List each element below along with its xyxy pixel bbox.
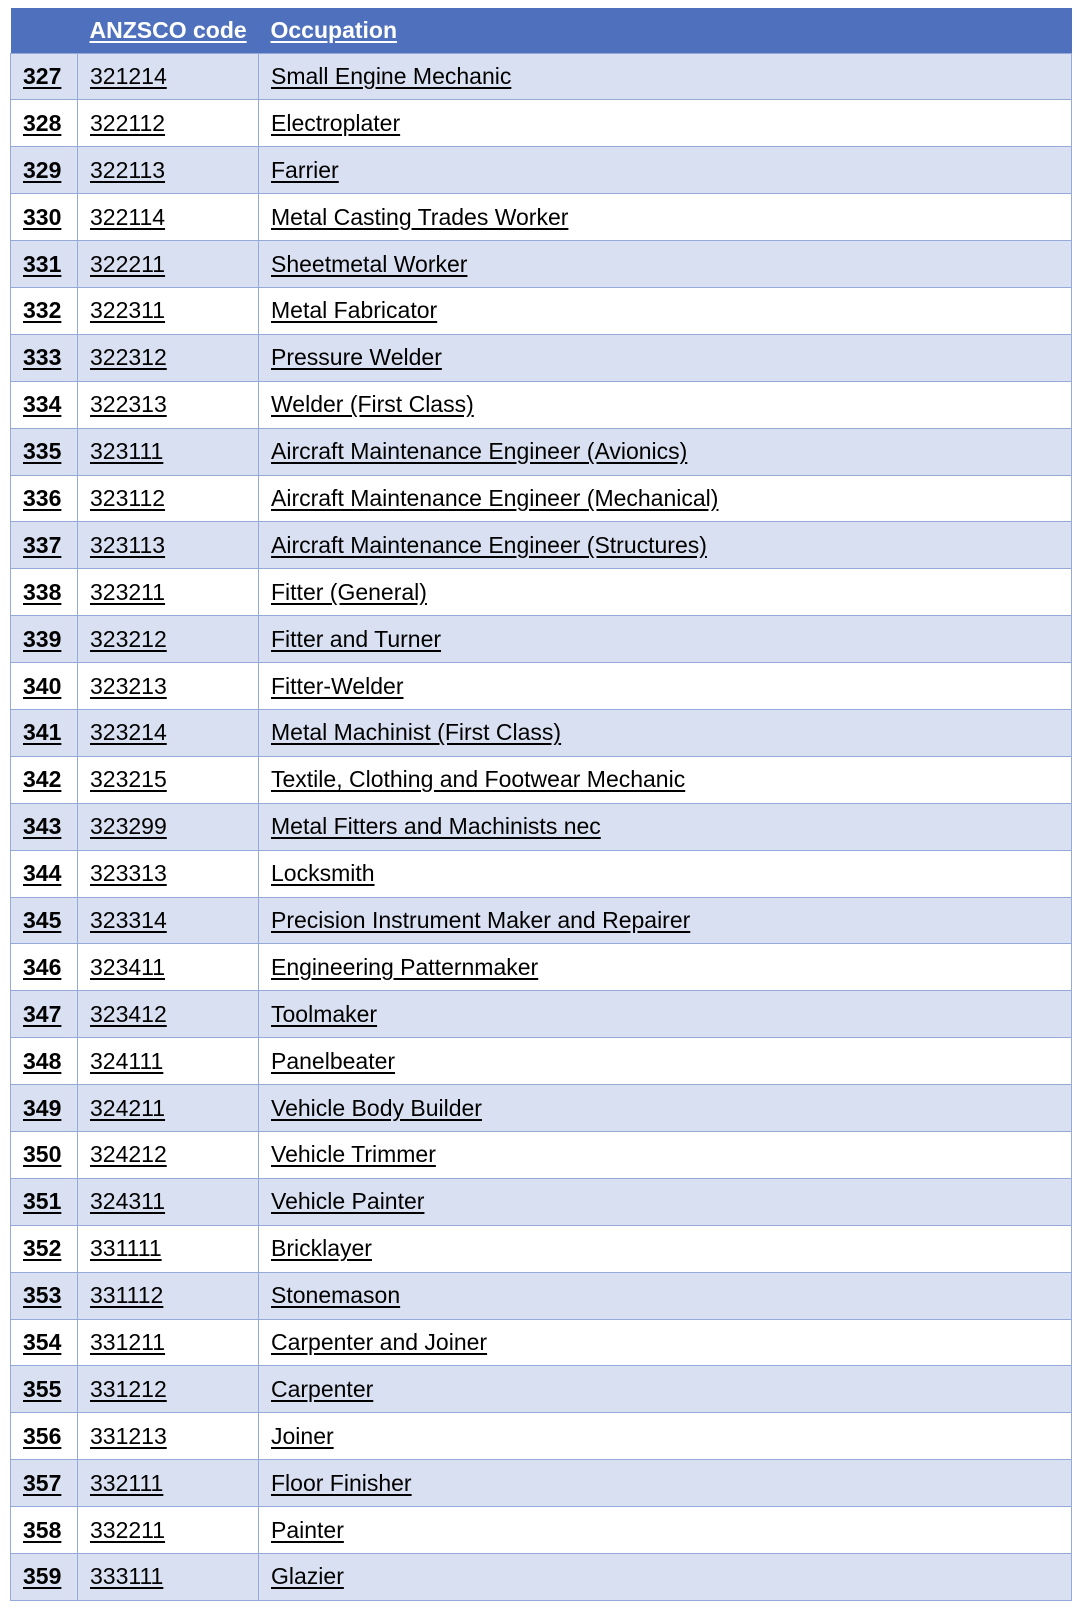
row-anzsco-code-link[interactable]: 323213 bbox=[90, 672, 167, 699]
row-occupation-cell bbox=[259, 991, 1072, 1038]
row-occupation-link[interactable]: Painter bbox=[271, 1516, 344, 1543]
row-occupation-link[interactable]: Carpenter and Joiner bbox=[271, 1328, 488, 1355]
row-occupation-link[interactable]: Welder (First Class) bbox=[271, 391, 474, 418]
table-row bbox=[11, 1085, 1072, 1132]
row-number-cell bbox=[11, 381, 78, 428]
row-number-link[interactable]: 332 bbox=[23, 297, 62, 324]
row-occupation-link[interactable]: Metal Fabricator bbox=[271, 297, 438, 324]
row-occupation-link[interactable]: Joiner bbox=[271, 1422, 334, 1449]
row-anzsco-code-cell bbox=[78, 381, 259, 428]
table-row bbox=[11, 1272, 1072, 1319]
row-occupation-cell bbox=[259, 1319, 1072, 1366]
row-anzsco-code-link[interactable]: 321214 bbox=[90, 62, 167, 89]
row-number-link[interactable]: 353 bbox=[23, 1282, 62, 1309]
row-number-link[interactable]: 330 bbox=[23, 203, 62, 230]
table-row bbox=[11, 53, 1072, 100]
row-number-link[interactable]: 354 bbox=[23, 1328, 62, 1355]
row-anzsco-code-cell bbox=[78, 1413, 259, 1460]
row-occupation-cell bbox=[259, 1413, 1072, 1460]
row-anzsco-code-link[interactable]: 322211 bbox=[90, 250, 166, 277]
row-anzsco-code-link[interactable]: 323214 bbox=[90, 719, 167, 746]
table-row bbox=[11, 850, 1072, 897]
row-occupation-cell bbox=[259, 1366, 1072, 1413]
row-number-cell bbox=[11, 569, 78, 616]
row-number-link[interactable]: 350 bbox=[23, 1141, 62, 1168]
row-occupation-cell bbox=[259, 475, 1072, 522]
row-number-cell bbox=[11, 334, 78, 381]
table-row bbox=[11, 522, 1072, 569]
row-anzsco-code-cell bbox=[78, 709, 259, 756]
row-anzsco-code-link[interactable]: 322112 bbox=[90, 109, 166, 136]
row-occupation-cell bbox=[259, 850, 1072, 897]
row-occupation-link[interactable]: Glazier bbox=[271, 1563, 344, 1590]
table-row bbox=[11, 100, 1072, 147]
row-anzsco-code-link[interactable]: 322312 bbox=[90, 344, 167, 371]
row-anzsco-code-cell bbox=[78, 569, 259, 616]
row-number-link[interactable]: 336 bbox=[23, 484, 62, 511]
row-occupation-cell bbox=[259, 756, 1072, 803]
row-anzsco-code-cell bbox=[78, 803, 259, 850]
row-anzsco-code-link[interactable]: 322313 bbox=[90, 391, 167, 418]
row-anzsco-code-link[interactable]: 323313 bbox=[90, 860, 167, 887]
row-anzsco-code-link[interactable]: 324311 bbox=[90, 1188, 166, 1215]
row-number-cell bbox=[11, 944, 78, 991]
row-occupation-cell bbox=[259, 569, 1072, 616]
table-row bbox=[11, 1178, 1072, 1225]
row-anzsco-code-cell bbox=[78, 1554, 259, 1601]
row-anzsco-code-cell bbox=[78, 241, 259, 288]
row-number-link[interactable]: 344 bbox=[23, 860, 62, 887]
row-occupation-link[interactable]: Carpenter bbox=[271, 1375, 374, 1402]
row-occupation-cell bbox=[259, 100, 1072, 147]
row-number-link[interactable]: 341 bbox=[23, 719, 62, 746]
row-anzsco-code-link[interactable]: 323111 bbox=[90, 438, 164, 465]
row-occupation-link[interactable]: Electroplater bbox=[271, 109, 401, 136]
row-number-link[interactable]: 345 bbox=[23, 906, 62, 933]
row-anzsco-code-cell bbox=[78, 475, 259, 522]
table-row bbox=[11, 1038, 1072, 1085]
row-occupation-cell bbox=[259, 663, 1072, 710]
table-row bbox=[11, 1366, 1072, 1413]
row-occupation-cell bbox=[259, 1178, 1072, 1225]
row-number-cell bbox=[11, 475, 78, 522]
row-anzsco-code-link[interactable]: 323215 bbox=[90, 766, 167, 793]
row-anzsco-code-link[interactable]: 331112 bbox=[90, 1282, 164, 1309]
row-occupation-cell bbox=[259, 616, 1072, 663]
row-occupation-cell bbox=[259, 1507, 1072, 1554]
row-occupation-link[interactable]: Metal Casting Trades Worker bbox=[271, 203, 569, 230]
row-number-link[interactable]: 329 bbox=[23, 156, 62, 183]
row-number-cell bbox=[11, 100, 78, 147]
header-occupation-link[interactable]: Occupation bbox=[270, 16, 398, 43]
row-occupation-link[interactable]: Metal Fitters and Machinists nec bbox=[271, 813, 601, 840]
row-occupation-cell bbox=[259, 381, 1072, 428]
row-anzsco-code-link[interactable]: 324212 bbox=[90, 1141, 167, 1168]
row-number-link[interactable]: 333 bbox=[23, 344, 62, 371]
row-occupation-cell bbox=[259, 1554, 1072, 1601]
row-anzsco-code-link[interactable]: 331111 bbox=[90, 1235, 162, 1262]
row-number-cell bbox=[11, 1366, 78, 1413]
row-occupation-link[interactable]: Vehicle Trimmer bbox=[271, 1141, 436, 1168]
row-occupation-link[interactable]: Engineering Patternmaker bbox=[271, 953, 539, 980]
row-occupation-link[interactable]: Sheetmetal Worker bbox=[271, 250, 468, 277]
row-number-link[interactable]: 359 bbox=[23, 1563, 62, 1590]
row-number-link[interactable]: 327 bbox=[23, 62, 62, 89]
row-number-link[interactable]: 351 bbox=[23, 1188, 62, 1215]
table-row bbox=[11, 803, 1072, 850]
row-anzsco-code-link[interactable]: 324211 bbox=[90, 1094, 166, 1121]
row-occupation-link[interactable]: Textile, Clothing and Footwear Mechanic bbox=[271, 766, 686, 793]
row-anzsco-code-cell bbox=[78, 944, 259, 991]
row-anzsco-code-cell bbox=[78, 194, 259, 241]
row-anzsco-code-cell bbox=[78, 428, 259, 475]
row-number-link[interactable]: 352 bbox=[23, 1235, 62, 1262]
row-occupation-cell bbox=[259, 1225, 1072, 1272]
row-occupation-cell bbox=[259, 803, 1072, 850]
row-number-cell bbox=[11, 1554, 78, 1601]
table-row bbox=[11, 569, 1072, 616]
header-anzsco-code-link[interactable]: ANZSCO code bbox=[89, 16, 247, 43]
row-occupation-cell bbox=[259, 1460, 1072, 1507]
row-number-link[interactable]: 339 bbox=[23, 625, 62, 652]
row-occupation-cell bbox=[259, 522, 1072, 569]
row-number-link[interactable]: 355 bbox=[23, 1375, 62, 1402]
row-occupation-cell bbox=[259, 241, 1072, 288]
row-anzsco-code-link[interactable]: 322311 bbox=[90, 297, 166, 324]
row-occupation-link[interactable]: Bricklayer bbox=[271, 1235, 372, 1262]
row-number-link[interactable]: 340 bbox=[23, 672, 62, 699]
table-row bbox=[11, 897, 1072, 944]
row-occupation-cell bbox=[259, 147, 1072, 194]
row-occupation-link[interactable]: Aircraft Maintenance Engineer (Avionics) bbox=[271, 438, 688, 465]
row-occupation-cell bbox=[259, 944, 1072, 991]
table-row bbox=[11, 287, 1072, 334]
row-anzsco-code-cell bbox=[78, 53, 259, 100]
row-anzsco-code-link[interactable]: 323411 bbox=[90, 953, 166, 980]
row-anzsco-code-link[interactable]: 331212 bbox=[90, 1375, 167, 1402]
row-occupation-link[interactable]: Metal Machinist (First Class) bbox=[271, 719, 562, 746]
table-row bbox=[11, 241, 1072, 288]
row-occupation-cell bbox=[259, 428, 1072, 475]
row-number-cell bbox=[11, 897, 78, 944]
row-anzsco-code-cell bbox=[78, 100, 259, 147]
row-number-link[interactable]: 343 bbox=[23, 813, 62, 840]
row-occupation-link[interactable]: Aircraft Maintenance Engineer (Mechanical) bbox=[271, 484, 719, 511]
row-occupation-cell bbox=[259, 1038, 1072, 1085]
row-number-cell bbox=[11, 1038, 78, 1085]
row-number-cell bbox=[11, 1085, 78, 1132]
table-row bbox=[11, 475, 1072, 522]
table-row bbox=[11, 663, 1072, 710]
table-row bbox=[11, 428, 1072, 475]
table-row bbox=[11, 709, 1072, 756]
row-anzsco-code-link[interactable]: 323314 bbox=[90, 906, 167, 933]
table-row bbox=[11, 381, 1072, 428]
row-anzsco-code-link[interactable]: 323212 bbox=[90, 625, 167, 652]
row-anzsco-code-cell bbox=[78, 756, 259, 803]
row-anzsco-code-cell bbox=[78, 287, 259, 334]
row-occupation-link[interactable]: Farrier bbox=[271, 156, 339, 183]
row-anzsco-code-link[interactable]: 333111 bbox=[90, 1563, 164, 1590]
row-occupation-link[interactable]: Precision Instrument Maker and Repairer bbox=[271, 906, 691, 933]
table-row bbox=[11, 1131, 1072, 1178]
row-number-link[interactable]: 335 bbox=[23, 438, 62, 465]
row-anzsco-code-cell bbox=[78, 147, 259, 194]
table-header-row bbox=[11, 8, 1072, 53]
row-number-cell bbox=[11, 1131, 78, 1178]
row-number-cell bbox=[11, 756, 78, 803]
row-anzsco-code-cell bbox=[78, 1131, 259, 1178]
table-row bbox=[11, 1225, 1072, 1272]
row-number-cell bbox=[11, 1272, 78, 1319]
row-anzsco-code-cell bbox=[78, 897, 259, 944]
row-number-cell bbox=[11, 428, 78, 475]
row-anzsco-code-cell bbox=[78, 991, 259, 1038]
row-number-cell bbox=[11, 287, 78, 334]
row-occupation-link[interactable]: Fitter-Welder bbox=[271, 672, 404, 699]
row-number-cell bbox=[11, 194, 78, 241]
row-occupation-link[interactable]: Aircraft Maintenance Engineer (Structures) bbox=[271, 531, 707, 558]
row-number-link[interactable]: 338 bbox=[23, 578, 62, 605]
row-number-link[interactable]: 337 bbox=[23, 531, 62, 558]
row-occupation-cell bbox=[259, 1131, 1072, 1178]
row-occupation-link[interactable]: Fitter (General) bbox=[271, 578, 427, 605]
row-anzsco-code-cell bbox=[78, 1507, 259, 1554]
row-anzsco-code-cell bbox=[78, 1085, 259, 1132]
row-number-link[interactable]: 358 bbox=[23, 1516, 62, 1543]
row-number-cell bbox=[11, 709, 78, 756]
table-row bbox=[11, 1319, 1072, 1366]
table-row bbox=[11, 616, 1072, 663]
row-occupation-cell bbox=[259, 334, 1072, 381]
row-number-cell bbox=[11, 991, 78, 1038]
table-body bbox=[11, 53, 1072, 1600]
row-occupation-link[interactable]: Small Engine Mechanic bbox=[271, 62, 512, 89]
row-anzsco-code-cell bbox=[78, 334, 259, 381]
row-occupation-cell bbox=[259, 1272, 1072, 1319]
row-anzsco-code-cell bbox=[78, 522, 259, 569]
row-number-cell bbox=[11, 1178, 78, 1225]
table-row bbox=[11, 1413, 1072, 1460]
row-occupation-link[interactable]: Fitter and Turner bbox=[271, 625, 442, 652]
row-number-cell bbox=[11, 1225, 78, 1272]
row-anzsco-code-cell bbox=[78, 1225, 259, 1272]
row-anzsco-code-cell bbox=[78, 663, 259, 710]
row-occupation-link[interactable]: Pressure Welder bbox=[271, 344, 442, 371]
row-anzsco-code-link[interactable]: 331211 bbox=[90, 1328, 166, 1355]
row-occupation-link[interactable]: Floor Finisher bbox=[271, 1469, 412, 1496]
row-occupation-link[interactable]: Locksmith bbox=[271, 860, 375, 887]
row-occupation-link[interactable]: Stonemason bbox=[271, 1282, 401, 1309]
row-anzsco-code-cell bbox=[78, 1038, 259, 1085]
table-row bbox=[11, 1507, 1072, 1554]
table-row bbox=[11, 991, 1072, 1038]
row-anzsco-code-cell bbox=[78, 850, 259, 897]
row-number-link[interactable]: 357 bbox=[23, 1469, 62, 1496]
table-row bbox=[11, 194, 1072, 241]
row-number-cell bbox=[11, 1507, 78, 1554]
row-number-cell bbox=[11, 663, 78, 710]
row-anzsco-code-cell bbox=[78, 1272, 259, 1319]
table-row bbox=[11, 1554, 1072, 1601]
row-occupation-cell bbox=[259, 194, 1072, 241]
row-number-link[interactable]: 342 bbox=[23, 766, 62, 793]
row-occupation-link[interactable]: Panelbeater bbox=[271, 1047, 396, 1074]
row-number-link[interactable]: 348 bbox=[23, 1047, 62, 1074]
row-anzsco-code-link[interactable]: 323412 bbox=[90, 1000, 167, 1027]
row-anzsco-code-cell bbox=[78, 1319, 259, 1366]
row-occupation-cell bbox=[259, 897, 1072, 944]
row-occupation-link[interactable]: Toolmaker bbox=[271, 1000, 378, 1027]
table-row bbox=[11, 334, 1072, 381]
row-anzsco-code-link[interactable]: 332211 bbox=[90, 1516, 166, 1543]
row-number-cell bbox=[11, 1460, 78, 1507]
row-number-cell bbox=[11, 803, 78, 850]
row-anzsco-code-cell bbox=[78, 616, 259, 663]
row-number-cell bbox=[11, 522, 78, 569]
row-number-link[interactable]: 349 bbox=[23, 1094, 62, 1121]
row-number-link[interactable]: 356 bbox=[23, 1422, 62, 1449]
row-anzsco-code-link[interactable]: 323299 bbox=[90, 813, 167, 840]
row-occupation-link[interactable]: Vehicle Body Builder bbox=[271, 1094, 482, 1121]
row-number-link[interactable]: 334 bbox=[23, 391, 62, 418]
header-number bbox=[11, 8, 78, 53]
row-occupation-cell bbox=[259, 287, 1072, 334]
header-anzsco-code bbox=[78, 8, 259, 53]
row-occupation-link[interactable]: Vehicle Painter bbox=[271, 1188, 425, 1215]
row-number-cell bbox=[11, 1319, 78, 1366]
row-occupation-cell bbox=[259, 709, 1072, 756]
row-number-cell bbox=[11, 850, 78, 897]
table-row bbox=[11, 756, 1072, 803]
occupation-table bbox=[10, 8, 1072, 1601]
row-number-cell bbox=[11, 53, 78, 100]
row-number-cell bbox=[11, 147, 78, 194]
row-number-link[interactable]: 331 bbox=[23, 250, 62, 277]
row-number-cell bbox=[11, 616, 78, 663]
row-occupation-cell bbox=[259, 1085, 1072, 1132]
row-anzsco-code-link[interactable]: 331213 bbox=[90, 1422, 167, 1449]
row-anzsco-code-link[interactable]: 323113 bbox=[90, 531, 166, 558]
row-anzsco-code-link[interactable]: 323112 bbox=[90, 484, 166, 511]
row-anzsco-code-link[interactable]: 332111 bbox=[90, 1469, 164, 1496]
row-anzsco-code-link[interactable]: 322113 bbox=[90, 156, 166, 183]
row-number-cell bbox=[11, 1413, 78, 1460]
table-row bbox=[11, 147, 1072, 194]
row-number-link[interactable]: 347 bbox=[23, 1000, 62, 1027]
header-occupation bbox=[259, 8, 1072, 53]
row-number-link[interactable]: 328 bbox=[23, 109, 62, 136]
row-anzsco-code-cell bbox=[78, 1178, 259, 1225]
row-anzsco-code-cell bbox=[78, 1460, 259, 1507]
table-row bbox=[11, 1460, 1072, 1507]
row-anzsco-code-link[interactable]: 323211 bbox=[90, 578, 166, 605]
row-anzsco-code-cell bbox=[78, 1366, 259, 1413]
row-anzsco-code-link[interactable]: 324111 bbox=[90, 1047, 164, 1074]
row-anzsco-code-link[interactable]: 322114 bbox=[90, 203, 166, 230]
row-number-cell bbox=[11, 241, 78, 288]
row-number-link[interactable]: 346 bbox=[23, 953, 62, 980]
table-row bbox=[11, 944, 1072, 991]
row-occupation-cell bbox=[259, 53, 1072, 100]
